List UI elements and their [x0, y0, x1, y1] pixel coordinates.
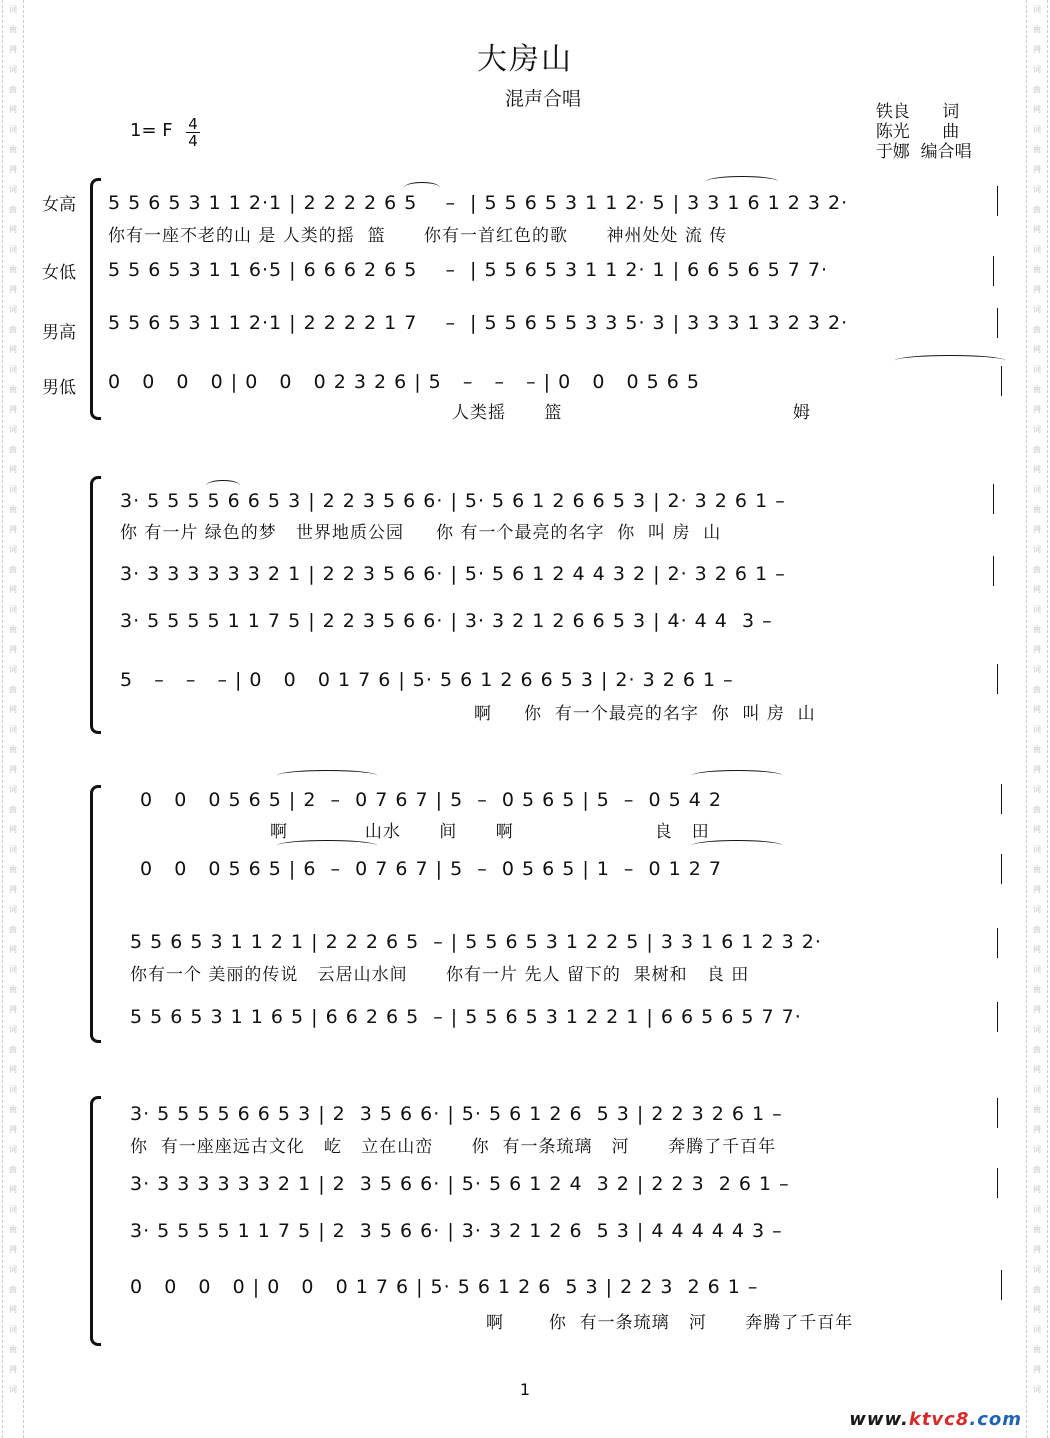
side-strip-glyph: 曲 — [1033, 1345, 1041, 1354]
side-strip-glyph: 词 — [1033, 425, 1041, 434]
side-strip-glyph: 词 — [9, 245, 17, 254]
side-strip-glyph: 词 — [9, 485, 17, 494]
side-strip-glyph: 网 — [1033, 765, 1041, 774]
s4-bass-notes: 0 0 0 0 | 0 0 0 1 7 6 | 5· 5 6 1 2 6 5 3 | 2 2 3 2 6 1 – — [130, 1276, 759, 1298]
barline — [1001, 1270, 1002, 1300]
side-strip-glyph: 词 — [9, 965, 17, 974]
barline — [997, 1168, 998, 1198]
side-strip-glyph: 网 — [9, 1065, 17, 1074]
side-strip-glyph: 曲 — [1033, 1165, 1041, 1174]
side-strip-glyph: 曲 — [1033, 1225, 1041, 1234]
site-watermark: www.ktvc8.com — [849, 1409, 1022, 1430]
system-3-bracket — [90, 785, 101, 1043]
s4-soprano-notes: 3· 5 5 5 5 6 6 5 3 | 2 3 5 6 6· | 5· 5 6 1 2 6 5 3 | 2 2 3 2 6 1 – — [130, 1103, 783, 1125]
side-strip-glyph: 网 — [1033, 1365, 1041, 1374]
slur — [895, 355, 1005, 366]
side-strip-glyph: 网 — [9, 645, 17, 654]
side-strip-glyph: 曲 — [9, 85, 17, 94]
side-strip-glyph: 网 — [9, 885, 17, 894]
side-strip-glyph: 词 — [9, 1205, 17, 1214]
side-strip-glyph: 词 — [9, 845, 17, 854]
side-strip-glyph: 词 — [9, 1025, 17, 1034]
left-side-strip — [2, 0, 24, 1438]
side-strip-glyph: 曲 — [9, 1345, 17, 1354]
side-strip-glyph: 网 — [1033, 1005, 1041, 1014]
side-strip-glyph: 曲 — [1033, 985, 1041, 994]
side-strip-glyph: 曲 — [9, 25, 17, 34]
voice-label-soprano: 女高 — [42, 195, 76, 215]
side-strip-glyph: 曲 — [1033, 925, 1041, 934]
side-strip-glyph: 网 — [1033, 825, 1041, 834]
side-strip-glyph: 词 — [9, 365, 17, 374]
side-strip-glyph: 词 — [9, 545, 17, 554]
side-strip-glyph: 网 — [1033, 885, 1041, 894]
side-strip-glyph: 曲 — [1033, 205, 1041, 214]
side-strip-glyph: 网 — [9, 825, 17, 834]
side-strip-glyph: 网 — [1033, 945, 1041, 954]
system-1-bracket — [90, 178, 101, 420]
barline — [993, 484, 994, 514]
side-strip-glyph: 词 — [1033, 665, 1041, 674]
s1-soprano-notes: 5 5 6 5 3 1 1 2·1 | 2 2 2 2 6 5 – | 5 5 6 5 3 1 1 2· 5 | 3 3 1 6 1 2 3 2· — [108, 192, 849, 214]
side-strip-glyph: 网 — [9, 45, 17, 54]
side-strip-glyph: 词 — [1033, 1025, 1041, 1034]
side-strip-glyph: 网 — [9, 345, 17, 354]
side-strip-glyph: 网 — [1033, 645, 1041, 654]
side-strip-glyph: 词 — [9, 425, 17, 434]
right-side-strip — [1026, 0, 1048, 1438]
side-strip-glyph: 词 — [1033, 485, 1041, 494]
side-strip-glyph: 曲 — [9, 445, 17, 454]
credit-lyricist: 铁良 词 — [875, 102, 960, 122]
side-strip-glyph: 网 — [1033, 465, 1041, 474]
side-strip-glyph: 词 — [1033, 1385, 1041, 1394]
side-strip-glyph: 网 — [9, 1365, 17, 1374]
side-strip-glyph: 曲 — [9, 865, 17, 874]
side-strip-glyph: 网 — [9, 465, 17, 474]
s2-tenor-notes: 3· 5 5 5 5 1 1 7 5 | 2 2 3 5 6 6· | 3· 3 2 1 2 6 6 5 3 | 4· 4 4 3 – — [120, 610, 773, 632]
side-strip-glyph: 网 — [9, 1185, 17, 1194]
side-strip-glyph: 网 — [9, 585, 17, 594]
page-number: 1 — [519, 1380, 531, 1399]
side-strip-glyph: 曲 — [1033, 25, 1041, 34]
side-strip-glyph: 曲 — [9, 1285, 17, 1294]
s3-soprano-notes: 0 0 0 5 6 5 | 2 – 0 7 6 7 | 5 – 0 5 6 5 | 5 – 0 5 4 2 — [140, 789, 722, 811]
side-strip-glyph: 曲 — [1033, 1105, 1041, 1114]
side-strip-glyph: 网 — [1033, 1065, 1041, 1074]
side-strip-glyph: 曲 — [1033, 805, 1041, 814]
side-strip-glyph: 曲 — [1033, 865, 1041, 874]
side-strip-glyph: 词 — [9, 1265, 17, 1274]
side-strip-glyph: 词 — [9, 605, 17, 614]
side-strip-glyph: 网 — [1033, 1185, 1041, 1194]
side-strip-glyph: 曲 — [9, 745, 17, 754]
barline — [1001, 366, 1002, 396]
credit-composer: 陈光 曲 — [875, 122, 960, 142]
side-strip-glyph: 曲 — [9, 145, 17, 154]
s4-tenor-notes: 3· 5 5 5 5 1 1 7 5 | 2 3 5 6 6· | 3· 3 2 1 2 6 5 3 | 4 4 4 4 4 3 – — [130, 1220, 783, 1242]
side-strip-glyph: 网 — [9, 705, 17, 714]
side-strip-glyph: 曲 — [1033, 385, 1041, 394]
side-strip-glyph: 网 — [1033, 405, 1041, 414]
s3-bass-notes: 5 5 6 5 3 1 1 6 5 | 6 6 2 6 5 – | 5 5 6 5 3 1 2 2 1 | 6 6 5 6 5 7 7· — [130, 1006, 802, 1028]
slur — [277, 770, 377, 781]
slur — [692, 840, 782, 851]
side-strip-glyph: 曲 — [9, 925, 17, 934]
slur — [404, 182, 440, 193]
barline — [997, 928, 998, 958]
side-strip-glyph: 网 — [1033, 705, 1041, 714]
side-strip-glyph: 词 — [9, 665, 17, 674]
side-strip-glyph: 曲 — [9, 625, 17, 634]
side-strip-glyph: 词 — [9, 1385, 17, 1394]
barline — [1001, 854, 1002, 884]
s1-alto-notes: 5 5 6 5 3 1 1 6·5 | 6 6 6 2 6 5 – | 5 5 6 5 3 1 1 2· 1 | 6 6 5 6 5 7 7· — [108, 259, 829, 281]
side-strip-glyph: 网 — [9, 765, 17, 774]
side-strip-glyph: 网 — [1033, 285, 1041, 294]
side-strip-glyph: 词 — [9, 5, 17, 14]
side-strip-glyph: 词 — [1033, 605, 1041, 614]
side-strip-glyph: 曲 — [9, 685, 17, 694]
barline — [997, 186, 998, 216]
side-strip-glyph: 词 — [9, 1325, 17, 1334]
s3-alto-notes: 0 0 0 5 6 5 | 6 – 0 7 6 7 | 5 – 0 5 6 5 | 1 – 0 1 2 7 — [140, 858, 722, 880]
side-strip-glyph: 词 — [1033, 245, 1041, 254]
side-strip-glyph: 词 — [1033, 1205, 1041, 1214]
side-strip-glyph: 词 — [9, 185, 17, 194]
side-strip-glyph: 词 — [1033, 305, 1041, 314]
side-strip-glyph: 网 — [1033, 1125, 1041, 1134]
side-strip-glyph: 曲 — [1033, 145, 1041, 154]
side-strip-glyph: 词 — [1033, 65, 1041, 74]
side-strip-glyph: 词 — [1033, 365, 1041, 374]
side-strip-glyph: 曲 — [1033, 325, 1041, 334]
system-2-bracket — [90, 476, 101, 734]
side-strip-glyph: 词 — [1033, 5, 1041, 14]
side-strip-glyph: 网 — [1033, 345, 1041, 354]
side-strip-glyph: 词 — [1033, 1145, 1041, 1154]
side-strip-glyph: 网 — [9, 105, 17, 114]
s1-soprano-lyric: 你有一座不老的山 是 人类的摇 篮 你有一首红色的歌 神州处处 流 传 — [108, 226, 728, 246]
s2-bass-lyric: 啊 你 有一个最亮的名字 你 叫 房 山 — [474, 704, 816, 724]
side-strip-glyph: 网 — [1033, 1245, 1041, 1254]
voice-label-tenor: 男高 — [42, 323, 76, 343]
side-strip-glyph: 曲 — [1033, 745, 1041, 754]
side-strip-glyph: 网 — [9, 165, 17, 174]
s1-tenor-notes: 5 5 6 5 3 1 1 2·1 | 2 2 2 2 1 7 – | 5 5 6 5 5 3 3 5· 3 | 3 3 3 1 3 2 3 2· — [108, 312, 849, 334]
side-strip-glyph: 词 — [9, 905, 17, 914]
slur — [692, 770, 782, 781]
side-strip-glyph: 曲 — [9, 325, 17, 334]
side-strip-glyph: 词 — [9, 1145, 17, 1154]
side-strip-glyph: 曲 — [1033, 685, 1041, 694]
side-strip-glyph: 曲 — [1033, 265, 1041, 274]
slur — [206, 480, 240, 491]
side-strip-glyph: 词 — [9, 125, 17, 134]
side-strip-glyph: 词 — [1033, 185, 1041, 194]
barline — [993, 256, 994, 286]
song-title: 大房山 — [477, 42, 573, 77]
side-strip-glyph: 曲 — [1033, 1045, 1041, 1054]
voice-label-alto: 女低 — [42, 263, 76, 283]
side-strip-glyph: 词 — [9, 785, 17, 794]
barline — [997, 308, 998, 338]
side-strip-glyph: 曲 — [1033, 505, 1041, 514]
side-strip-glyph: 词 — [1033, 965, 1041, 974]
side-strip-glyph: 网 — [9, 285, 17, 294]
s1-bass-notes: 0 0 0 0 | 0 0 0 2 3 2 6 | 5 – – – | 0 0 0 5 6 5 — [108, 371, 700, 393]
s4-bass-lyric: 啊 你 有一条琉璃 河 奔腾了千百年 — [486, 1313, 854, 1333]
side-strip-glyph: 网 — [1033, 1305, 1041, 1314]
side-strip-glyph: 曲 — [9, 565, 17, 574]
side-strip-glyph: 曲 — [9, 1105, 17, 1114]
side-strip-glyph: 词 — [9, 725, 17, 734]
side-strip-glyph: 曲 — [9, 505, 17, 514]
side-strip-glyph: 网 — [9, 945, 17, 954]
side-strip-glyph: 网 — [9, 225, 17, 234]
side-strip-glyph: 网 — [9, 1005, 17, 1014]
s2-soprano-notes: 3· 5 5 5 5 6 6 5 3 | 2 2 3 5 6 6· | 5· 5 6 1 2 6 6 5 3 | 2· 3 2 6 1 – — [120, 490, 786, 512]
side-strip-glyph: 曲 — [9, 1165, 17, 1174]
barline — [997, 664, 998, 694]
side-strip-glyph: 网 — [9, 525, 17, 534]
side-strip-glyph: 网 — [9, 1305, 17, 1314]
side-strip-glyph: 词 — [1033, 725, 1041, 734]
s2-soprano-lyric: 你 有一片 绿色的梦 世界地质公园 你 有一个最亮的名字 你 叫 房 山 — [120, 523, 722, 543]
barline — [993, 556, 994, 586]
side-strip-glyph: 词 — [1033, 845, 1041, 854]
s2-bass-notes: 5 – – – | 0 0 0 1 7 6 | 5· 5 6 1 2 6 6 5 3 | 2· 3 2 6 1 – — [120, 669, 734, 691]
side-strip-glyph: 曲 — [9, 205, 17, 214]
s3-tenor-lyric: 你有一个 美丽的传说 云居山水间 你有一片 先人 留下的 果树和 良 田 — [130, 965, 750, 985]
barline — [997, 1098, 998, 1128]
side-strip-glyph: 网 — [1033, 585, 1041, 594]
slur — [706, 176, 778, 187]
side-strip-glyph: 网 — [9, 1245, 17, 1254]
side-strip-glyph: 词 — [1033, 1265, 1041, 1274]
slur — [277, 840, 377, 851]
side-strip-glyph: 词 — [9, 305, 17, 314]
side-strip-glyph: 词 — [1033, 1325, 1041, 1334]
side-strip-glyph: 曲 — [1033, 625, 1041, 634]
s3-tenor-notes: 5 5 6 5 3 1 1 2 1 | 2 2 2 6 5 – | 5 5 6 5 3 1 2 2 5 | 3 3 1 6 1 2 3 2· — [130, 931, 822, 953]
side-strip-glyph: 曲 — [1033, 445, 1041, 454]
side-strip-glyph: 词 — [1033, 785, 1041, 794]
s3-soprano-lyric: 啊 山水 间 啊 良 田 — [270, 822, 710, 842]
side-strip-glyph: 曲 — [9, 1225, 17, 1234]
system-4-bracket — [90, 1096, 101, 1346]
s2-alto-notes: 3· 3 3 3 3 3 3 2 1 | 2 2 3 5 6 6· | 5· 5 6 1 2 4 4 3 2 | 2· 3 2 6 1 – — [120, 563, 786, 585]
key-signature: 1= F — [130, 120, 173, 141]
side-strip-glyph: 网 — [1033, 165, 1041, 174]
side-strip-glyph: 词 — [9, 1085, 17, 1094]
side-strip-glyph: 词 — [1033, 905, 1041, 914]
side-strip-glyph: 词 — [1033, 1085, 1041, 1094]
side-strip-glyph: 网 — [1033, 45, 1041, 54]
side-strip-glyph: 曲 — [1033, 85, 1041, 94]
time-signature: $\frac{4}{4}$ — [186, 116, 200, 149]
side-strip-glyph: 网 — [1033, 105, 1041, 114]
side-strip-glyph: 曲 — [1033, 565, 1041, 574]
side-strip-glyph: 曲 — [9, 1045, 17, 1054]
voice-label-bass: 男低 — [42, 378, 76, 398]
barline — [1001, 784, 1002, 814]
side-strip-glyph: 曲 — [9, 265, 17, 274]
credit-arranger: 于娜 编合唱 — [875, 142, 972, 162]
side-strip-glyph: 词 — [1033, 545, 1041, 554]
side-strip-glyph: 网 — [9, 1125, 17, 1134]
side-strip-glyph: 网 — [1033, 225, 1041, 234]
song-subtitle: 混声合唱 — [505, 88, 582, 110]
barline — [997, 1002, 998, 1032]
s4-soprano-lyric: 你 有一座座远古文化 屹 立在山峦 你 有一条琉璃 河 奔腾了千百年 — [130, 1137, 777, 1157]
side-strip-glyph: 词 — [9, 65, 17, 74]
side-strip-glyph: 曲 — [1033, 1285, 1041, 1294]
side-strip-glyph: 曲 — [9, 805, 17, 814]
side-strip-glyph: 词 — [1033, 125, 1041, 134]
side-strip-glyph: 网 — [9, 405, 17, 414]
s1-bass-lyric: 人类摇 篮 姆 — [452, 403, 811, 423]
side-strip-glyph: 曲 — [9, 385, 17, 394]
side-strip-glyph: 网 — [1033, 525, 1041, 534]
s4-alto-notes: 3· 3 3 3 3 3 3 2 1 | 2 3 5 6 6· | 5· 5 6 1 2 4 3 2 | 2 2 3 2 6 1 – — [130, 1173, 790, 1195]
side-strip-glyph: 曲 — [9, 985, 17, 994]
